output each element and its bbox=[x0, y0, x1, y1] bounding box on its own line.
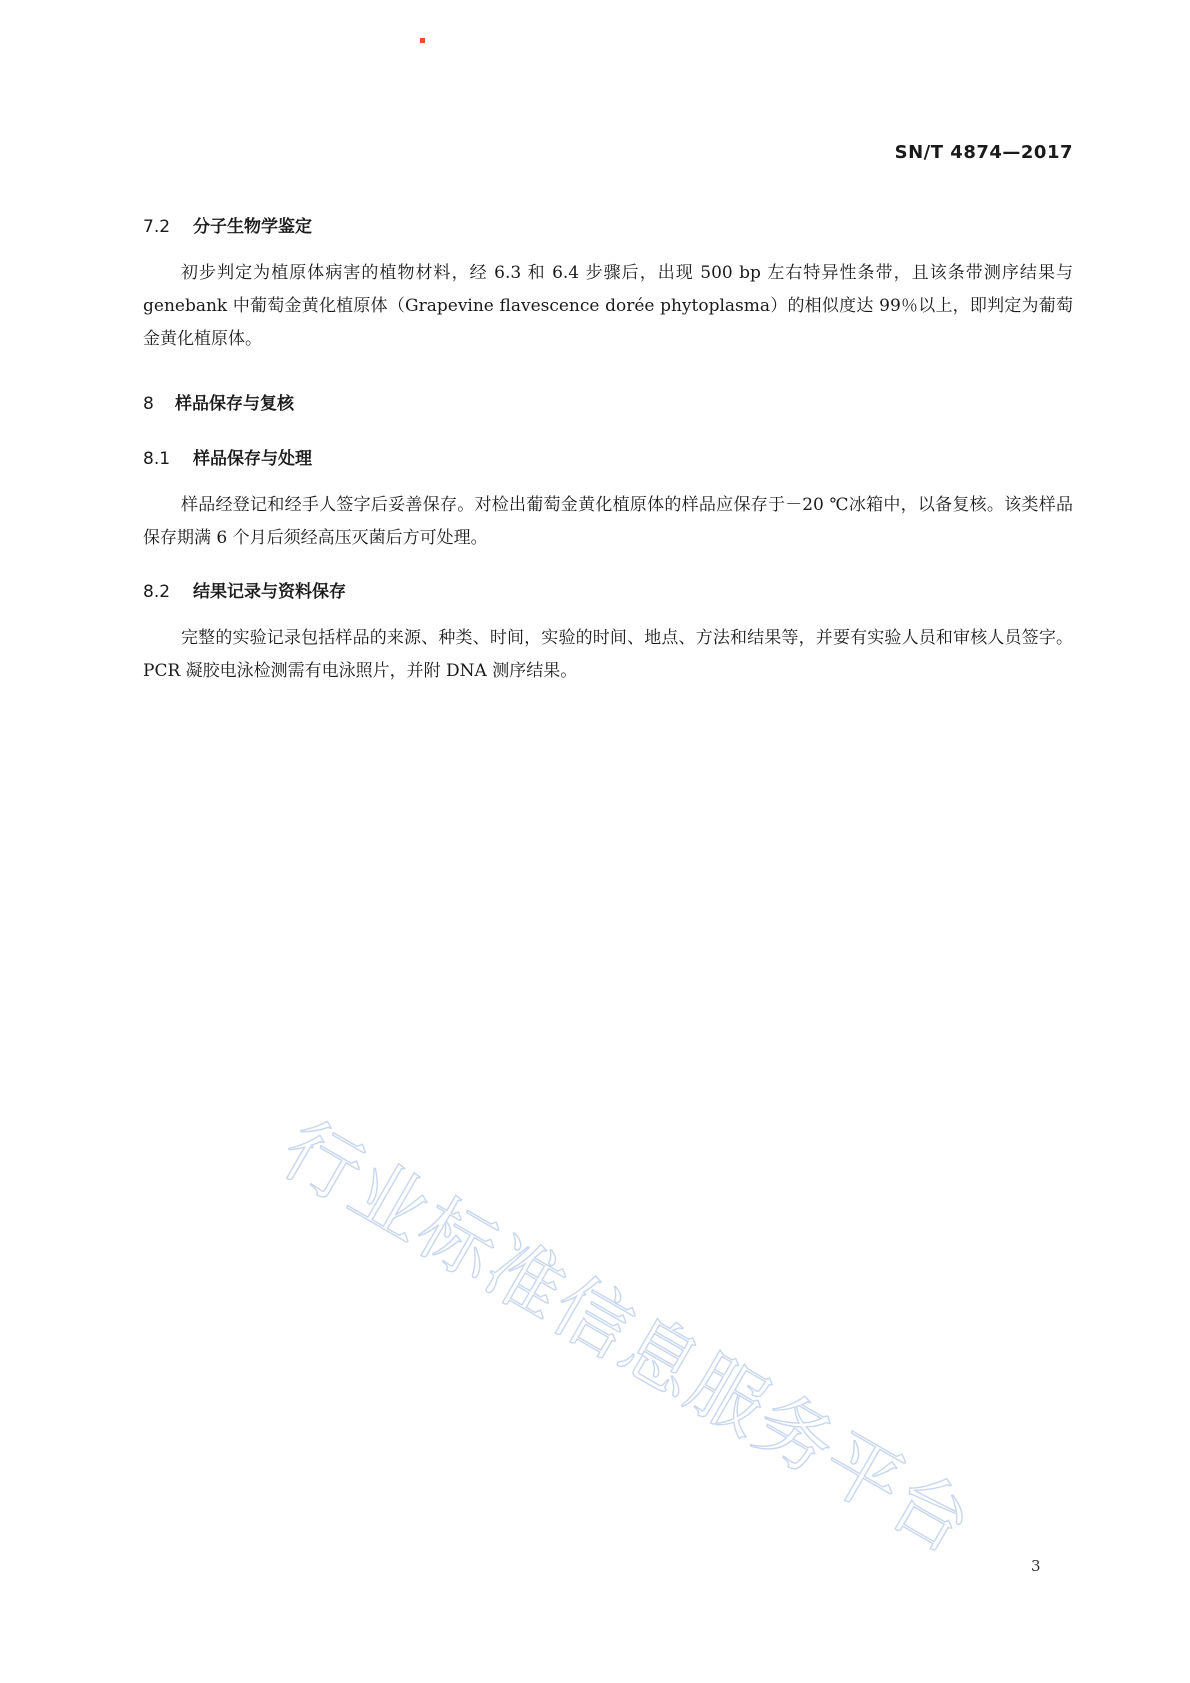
watermark: 行业标准信息服务平台 bbox=[267, 1103, 988, 1571]
section-title: 样品保存与处理 bbox=[193, 449, 312, 469]
section-title: 分子生物学鉴定 bbox=[193, 217, 312, 237]
section-number: 8.1 bbox=[143, 449, 171, 469]
orange-mark bbox=[420, 38, 425, 43]
section-number: 7.2 bbox=[143, 217, 171, 237]
section-number: 8.2 bbox=[143, 582, 171, 602]
standard-code: SN/T 4874—2017 bbox=[894, 142, 1073, 163]
section-paragraph-8-2: 完整的实验记录包括样品的来源、种类、时间，实验的时间、地点、方法和结果等，并要有实验人员和审核人员签字。PCR 凝胶电泳检测需有电泳照片，并附 DNA 测序结果。 bbox=[143, 628, 1073, 681]
section-heading-8-2 bbox=[143, 577, 1073, 602]
section-heading-7-2 bbox=[143, 212, 1073, 237]
section-heading-8-1 bbox=[143, 444, 1073, 469]
section-title: 样品保存与复核 bbox=[175, 394, 294, 414]
section-title: 结果记录与资料保存 bbox=[193, 582, 346, 602]
page-number: 3 bbox=[1031, 1557, 1041, 1575]
document-body bbox=[143, 212, 1073, 688]
section-heading-8 bbox=[143, 389, 1073, 414]
section-paragraph-7-2: 初步判定为植原体病害的植物材料，经 6.3 和 6.4 步骤后，出现 500 bp 左右特异性条带，且该条带测序结果与 genebank 中葡萄金黄化植原体（Grapevine flavescence dorée phytoplasma）的相似度达 99％以上，即判定为葡萄金黄化植原体。 bbox=[143, 263, 1073, 349]
section-paragraph-8-1: 样品经登记和经手人签字后妥善保存。对检出葡萄金黄化植原体的样品应保存于－20 ℃冰箱中，以备复核。该类样品保存期满 6 个月后须经高压灭菌后方可处理。 bbox=[143, 495, 1073, 548]
section-number: 8 bbox=[143, 394, 154, 414]
